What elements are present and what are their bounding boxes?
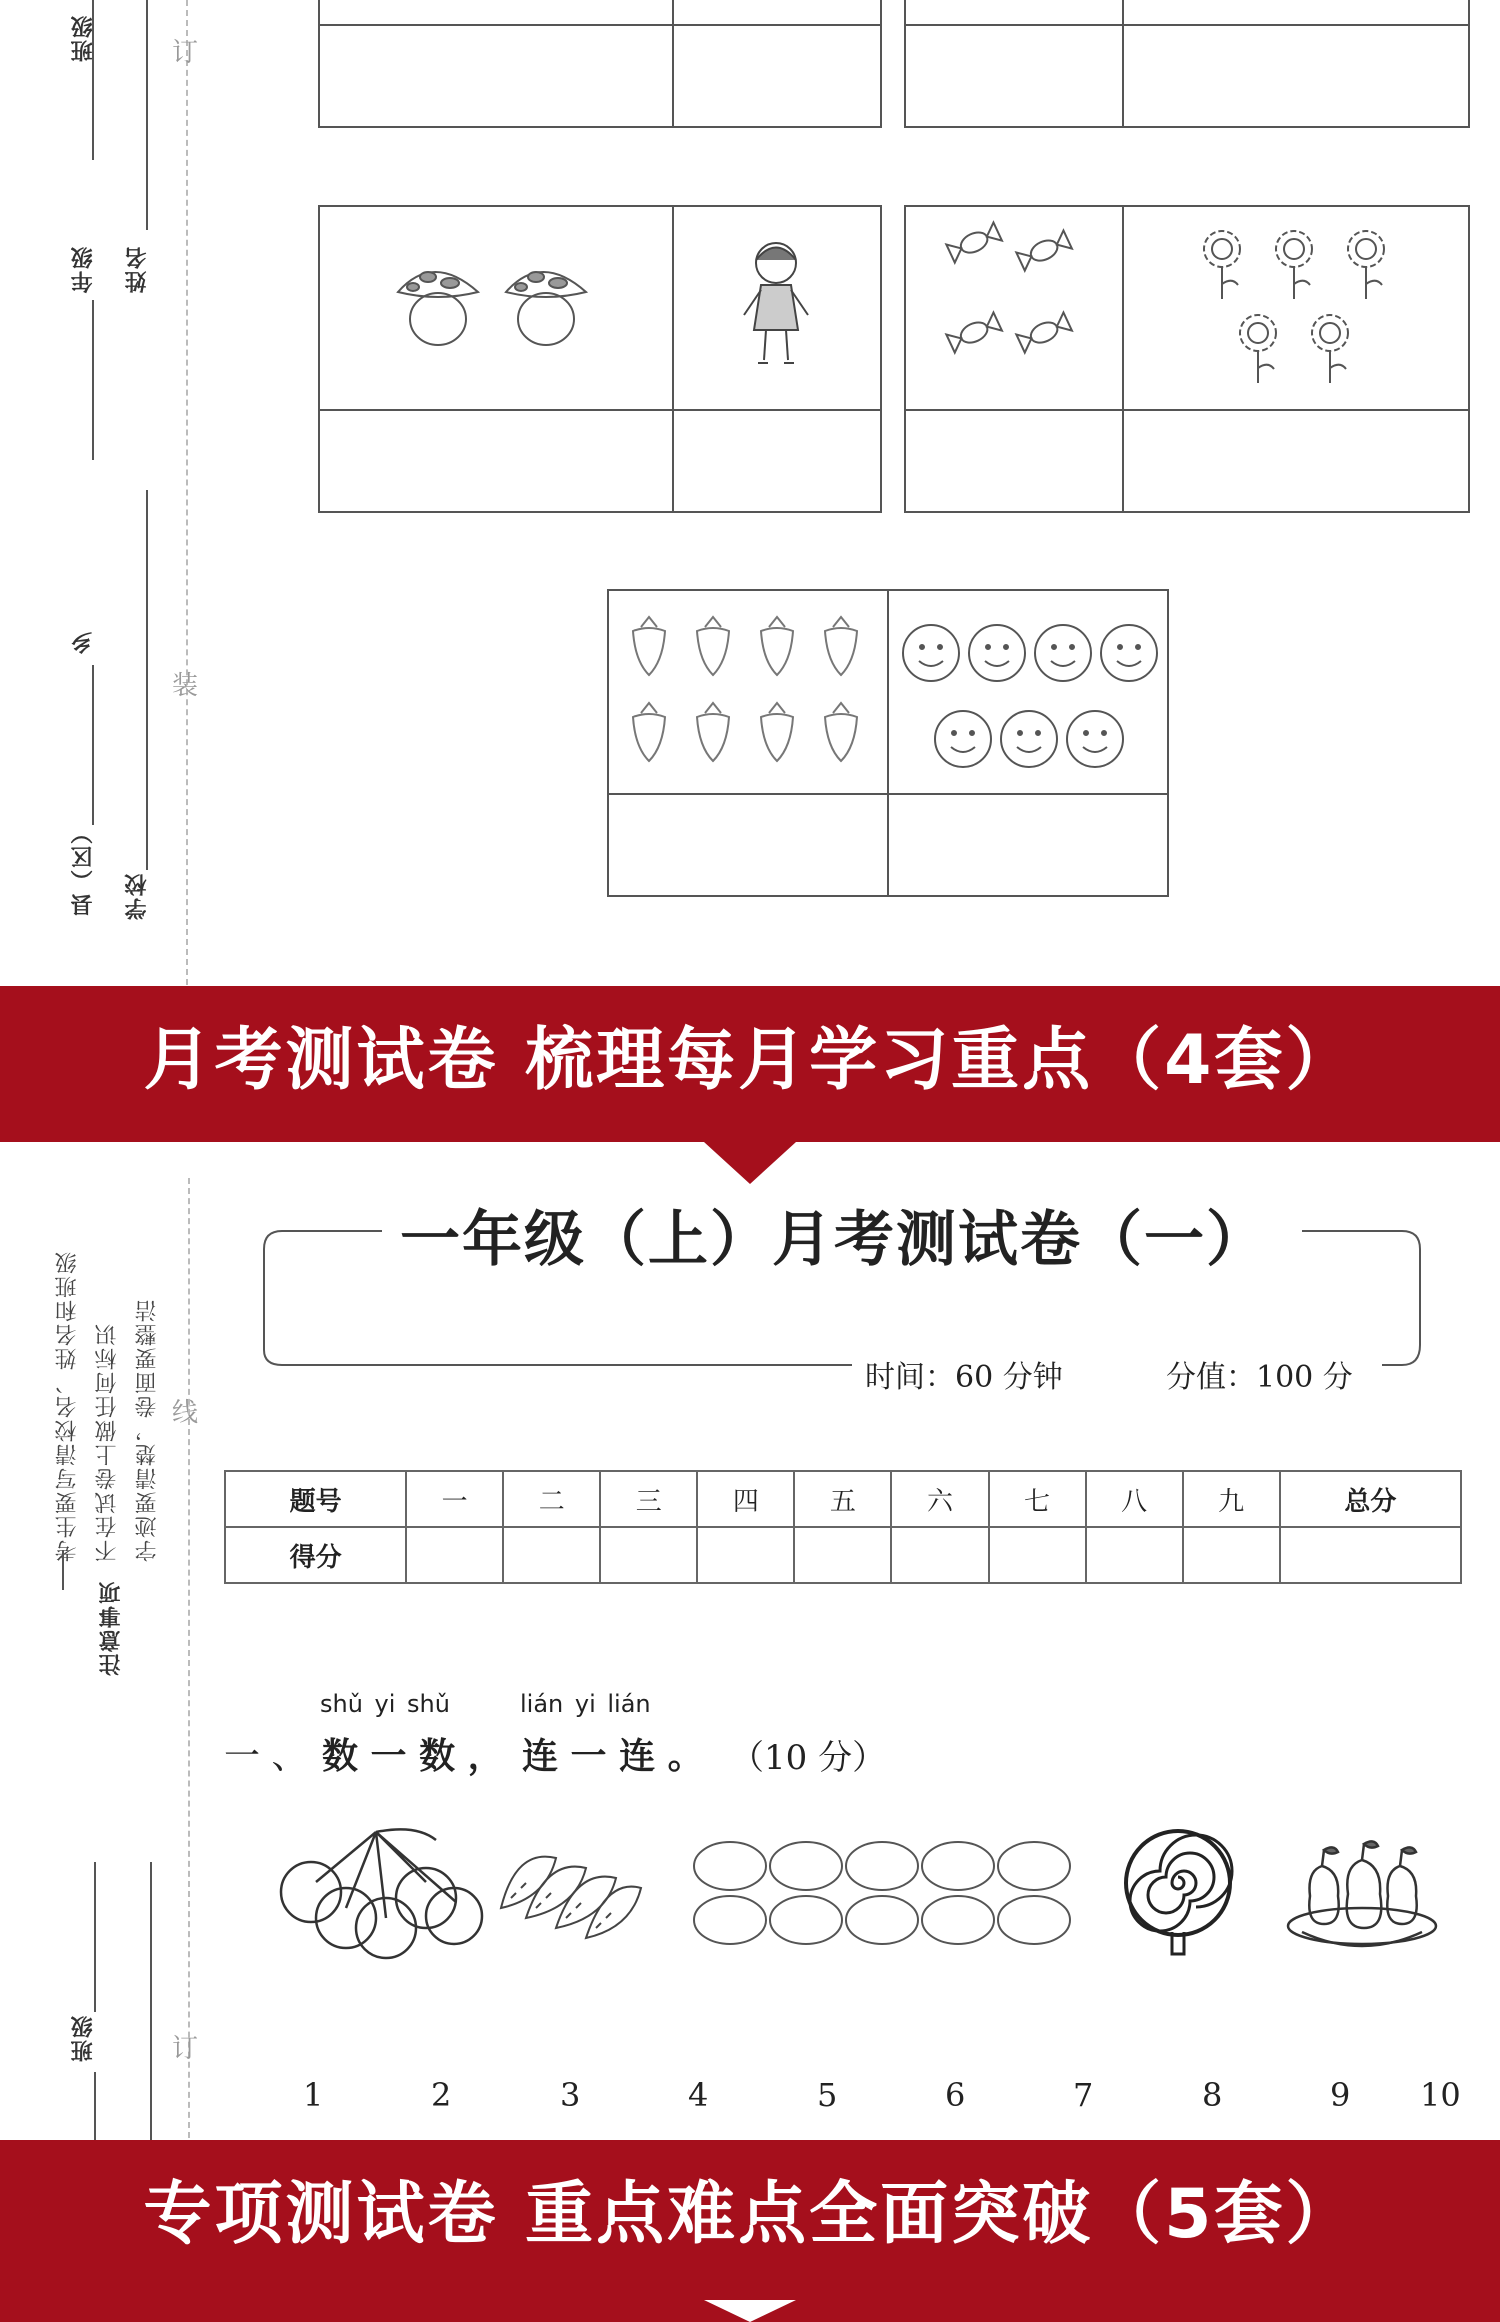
score-table-row-questions	[225, 1471, 1461, 1527]
score-cell[interactable]	[1183, 1527, 1280, 1583]
strawberry-cell	[608, 590, 888, 794]
score-col: 七	[989, 1471, 1086, 1527]
number-4: 4	[688, 2076, 709, 2114]
mushroom-cell	[319, 206, 673, 410]
score-col: 八	[1086, 1471, 1183, 1527]
smiley-face-icon	[893, 615, 1163, 775]
top-grid-right-partial	[904, 0, 1470, 128]
name-line	[146, 0, 148, 230]
name-line-2	[146, 490, 148, 870]
dumplings-icon	[496, 1838, 646, 1948]
score-cell[interactable]	[697, 1527, 794, 1583]
grade-line	[92, 300, 94, 460]
name-label: 姓名	[125, 245, 150, 293]
class-line	[92, 0, 94, 160]
score-cell[interactable]	[989, 1527, 1086, 1583]
score-col: 二	[503, 1471, 600, 1527]
picture-grid-right	[904, 205, 1470, 513]
score-col: 四	[697, 1471, 794, 1527]
class-label: 班级	[71, 14, 96, 62]
flower-icon	[1194, 221, 1414, 401]
score-cell[interactable]	[1280, 1527, 1461, 1583]
exam-time: 时间：60 分钟	[865, 1360, 1063, 1395]
question-points: （10 分）	[730, 1738, 887, 1778]
score-table-head-q: 题号	[225, 1471, 406, 1527]
cherries-icon	[276, 1830, 486, 1960]
question-text-connect: 连 一 连 。	[522, 1735, 704, 1777]
picture-grid-center	[607, 589, 1169, 897]
notes-label: 注意事项	[99, 1580, 124, 1676]
exam-title: 一年级（上）月考测试卷（一）	[400, 1205, 1268, 1275]
notes-lines	[48, 1192, 168, 1562]
number-8: 8	[1202, 2076, 1223, 2114]
score-cell[interactable]	[1086, 1527, 1183, 1583]
number-9: 9	[1330, 2076, 1351, 2114]
cut-mark-ding-bottom: 订	[172, 2034, 199, 2064]
score-table-row-scores	[225, 1527, 1461, 1583]
score-cell[interactable]	[503, 1527, 600, 1583]
number-5: 5	[817, 2076, 838, 2114]
class-line-bottom	[94, 2072, 96, 2140]
notes-bracket	[62, 1550, 64, 1590]
question-text-count: 数 一 数 ，	[322, 1735, 504, 1777]
township-line	[92, 665, 94, 825]
question-number: 一 、	[224, 1736, 308, 1777]
grade-label: 年级	[71, 245, 96, 293]
number-7: 7	[1073, 2076, 1094, 2114]
candy-cell	[905, 206, 1123, 410]
promo-banner-monthly	[0, 986, 1500, 1142]
number-2: 2	[431, 2076, 452, 2114]
pears-on-plate-icon	[1282, 1836, 1442, 1956]
name-line-bottom	[150, 1862, 152, 2140]
score-col: 三	[600, 1471, 697, 1527]
cut-mark-xian: 线	[172, 1398, 199, 1428]
banner-notch	[704, 1142, 796, 1184]
candy-icon	[946, 233, 1086, 383]
promo-banner-special-text: 专项测试卷 重点难点全面突破（5套）	[143, 2175, 1357, 2254]
score-cell[interactable]	[794, 1527, 891, 1583]
number-6: 6	[945, 2076, 966, 2114]
pinyin-count: shǔ yi shǔ	[320, 1690, 450, 1718]
score-table-head-score: 得分	[225, 1527, 406, 1583]
score-cell[interactable]	[600, 1527, 697, 1583]
township-label: 乡	[71, 630, 96, 654]
number-1: 1	[303, 2076, 324, 2114]
school-label: 学校	[125, 872, 150, 920]
fold-line-bottom	[188, 1178, 190, 2138]
top-grid-left-partial	[318, 0, 882, 128]
mushroom-icon	[388, 257, 608, 357]
exam-score: 分值：100 分	[1166, 1360, 1353, 1395]
lollipop-icon	[1118, 1828, 1238, 1958]
strawberry-icon	[627, 609, 867, 779]
notes-line-3: 字迹要清楚，卷面要整洁	[135, 1298, 160, 1562]
notes-line-2: 不在试卷上做任何标识	[95, 1322, 120, 1562]
number-10: 10	[1420, 2076, 1461, 2114]
score-col: 九	[1183, 1471, 1280, 1527]
cut-mark-ding: 订	[172, 38, 199, 68]
score-col: 五	[794, 1471, 891, 1527]
class-label-bottom: 班级	[71, 2014, 96, 2062]
cut-mark-zhuang: 装	[172, 671, 199, 701]
score-table	[224, 1470, 1462, 1584]
girl-icon	[736, 235, 816, 375]
number-3: 3	[560, 2076, 581, 2114]
girl-cell	[673, 206, 881, 410]
score-cell[interactable]	[891, 1527, 988, 1583]
flower-cell	[1123, 206, 1469, 410]
fold-line-top	[186, 0, 188, 985]
county-label: 县（区）	[71, 820, 96, 916]
promo-banner-special	[0, 2140, 1500, 2322]
banner-notch-bottom	[704, 2300, 796, 2322]
promo-banner-monthly-text: 月考测试卷 梳理每月学习重点（4套）	[143, 1021, 1357, 1100]
notes-line-1: 考生要写清校名、姓名和班级	[55, 1250, 80, 1562]
picture-grid-left	[318, 205, 882, 513]
ovals-icon	[690, 1838, 1080, 1948]
score-col: 六	[891, 1471, 988, 1527]
score-col: 一	[406, 1471, 503, 1527]
score-cell[interactable]	[406, 1527, 503, 1583]
smiley-cell	[888, 590, 1168, 794]
class-line-bottom-top	[94, 1862, 96, 2012]
pinyin-connect: lián yi lián	[520, 1690, 651, 1718]
score-col-total: 总分	[1280, 1471, 1461, 1527]
